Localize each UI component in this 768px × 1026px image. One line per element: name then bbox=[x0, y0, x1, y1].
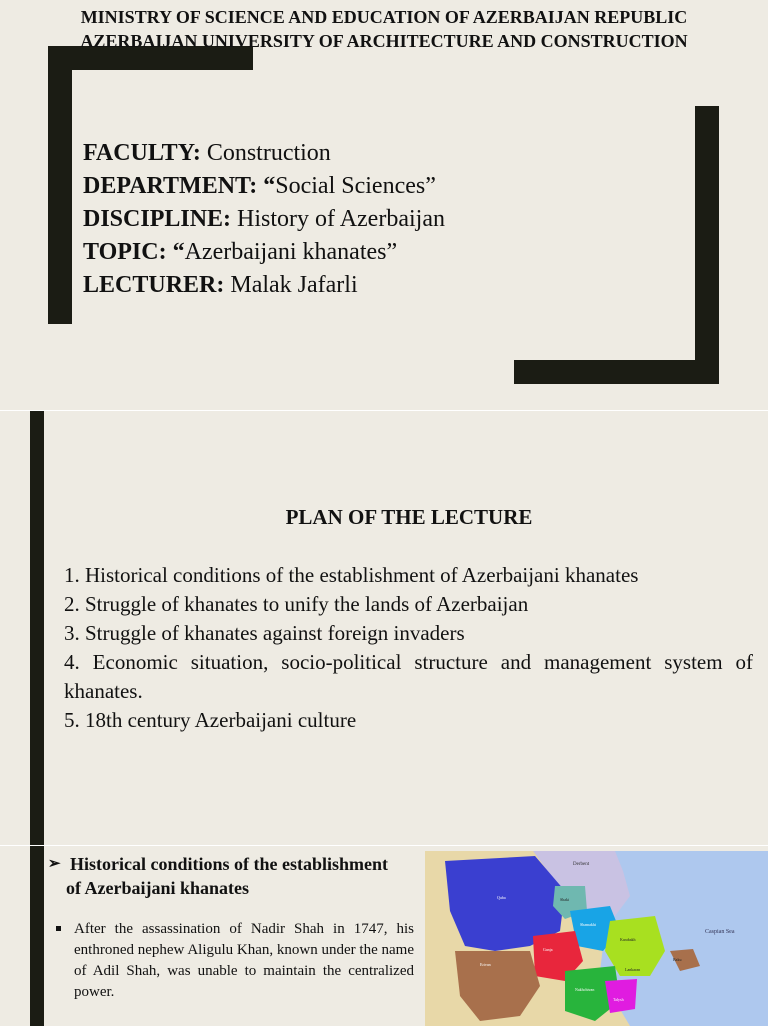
map-label: Ganja bbox=[543, 947, 553, 952]
field-value: Malak Jafarli bbox=[224, 272, 358, 298]
frame-bar-top-left-vertical bbox=[48, 46, 72, 324]
map-label: Quba bbox=[497, 895, 506, 900]
map-label-north: Derbent bbox=[573, 862, 590, 867]
bullet-text: After the assassination of Nadir Shah in 1747, his enthroned nephew Aligulu Khan, known under the name of Adil Shah, was unable to maintain the centralized power. bbox=[74, 921, 414, 1000]
plan-item: 1. Historical conditions of the establishment of Azerbaijani khanates bbox=[64, 563, 639, 587]
field-label: DEPARTMENT: “ bbox=[83, 173, 276, 199]
field-value: History of Azerbaijan bbox=[231, 206, 445, 232]
map-label: Shaki bbox=[560, 897, 570, 902]
title-slide bbox=[0, 0, 768, 410]
map-label: Lankaran bbox=[625, 967, 641, 972]
field-label: TOPIC: “ bbox=[83, 239, 185, 265]
map-label: Baku bbox=[673, 957, 682, 962]
map-label: Erivan bbox=[480, 962, 491, 967]
left-accent-bar bbox=[30, 411, 44, 845]
bullet-paragraph bbox=[56, 919, 414, 1003]
content-slide bbox=[0, 845, 768, 1026]
heading-line: Historical conditions of the establishment bbox=[70, 854, 388, 874]
plan-item: 5. 18th century Azerbaijani culture bbox=[64, 708, 357, 732]
khanates-map bbox=[425, 851, 768, 1026]
field-value: Construction bbox=[200, 140, 331, 166]
map-label: Nakhchivan bbox=[575, 987, 595, 992]
frame-bar-bottom-right-vertical bbox=[695, 106, 719, 384]
heading-line: of Azerbaijani khanates bbox=[66, 878, 250, 898]
left-accent-bar bbox=[30, 846, 44, 1026]
field-label: LECTURER: bbox=[83, 272, 225, 298]
section-heading bbox=[48, 852, 418, 900]
map-label-sea: Caspian Sea bbox=[705, 929, 735, 935]
lecture-info bbox=[83, 137, 445, 302]
map-label: Talysh bbox=[613, 997, 624, 1002]
map-label: Karabakh bbox=[620, 937, 636, 942]
discipline-row bbox=[83, 203, 445, 236]
lecturer-row bbox=[83, 269, 445, 302]
arrow-bullet-icon: ➢ bbox=[48, 856, 61, 872]
field-label: FACULTY: bbox=[83, 140, 201, 166]
map-label: Shamakhi bbox=[580, 922, 596, 927]
faculty-row bbox=[83, 137, 445, 170]
plan-title: PLAN OF THE LECTURE bbox=[285, 505, 533, 529]
frame-bar-bottom-right-horizontal bbox=[514, 360, 719, 384]
plan-item: 3. Struggle of khanates against foreign invaders bbox=[64, 621, 465, 645]
field-value: Azerbaijani khanates” bbox=[184, 239, 398, 265]
plan-item: 4. Economic situation, socio-political structure and management system of khanates. bbox=[64, 650, 753, 703]
university-line: AZERBAIJAN UNIVERSITY OF ARCHITECTURE AND CONSTRUCTION bbox=[80, 31, 688, 51]
topic-row bbox=[83, 236, 445, 269]
ministry-line: MINISTRY OF SCIENCE AND EDUCATION OF AZERBAIJAN REPUBLIC bbox=[80, 7, 688, 27]
plan-item: 2. Struggle of khanates to unify the lands of Azerbaijan bbox=[64, 592, 529, 616]
plan-list bbox=[64, 561, 753, 735]
field-value: Social Sciences” bbox=[275, 173, 436, 199]
square-bullet-icon bbox=[56, 926, 61, 931]
department-row bbox=[83, 170, 445, 203]
field-label: DISCIPLINE: bbox=[83, 206, 232, 232]
map-magenta-khanate bbox=[605, 979, 637, 1013]
plan-slide bbox=[0, 410, 768, 845]
